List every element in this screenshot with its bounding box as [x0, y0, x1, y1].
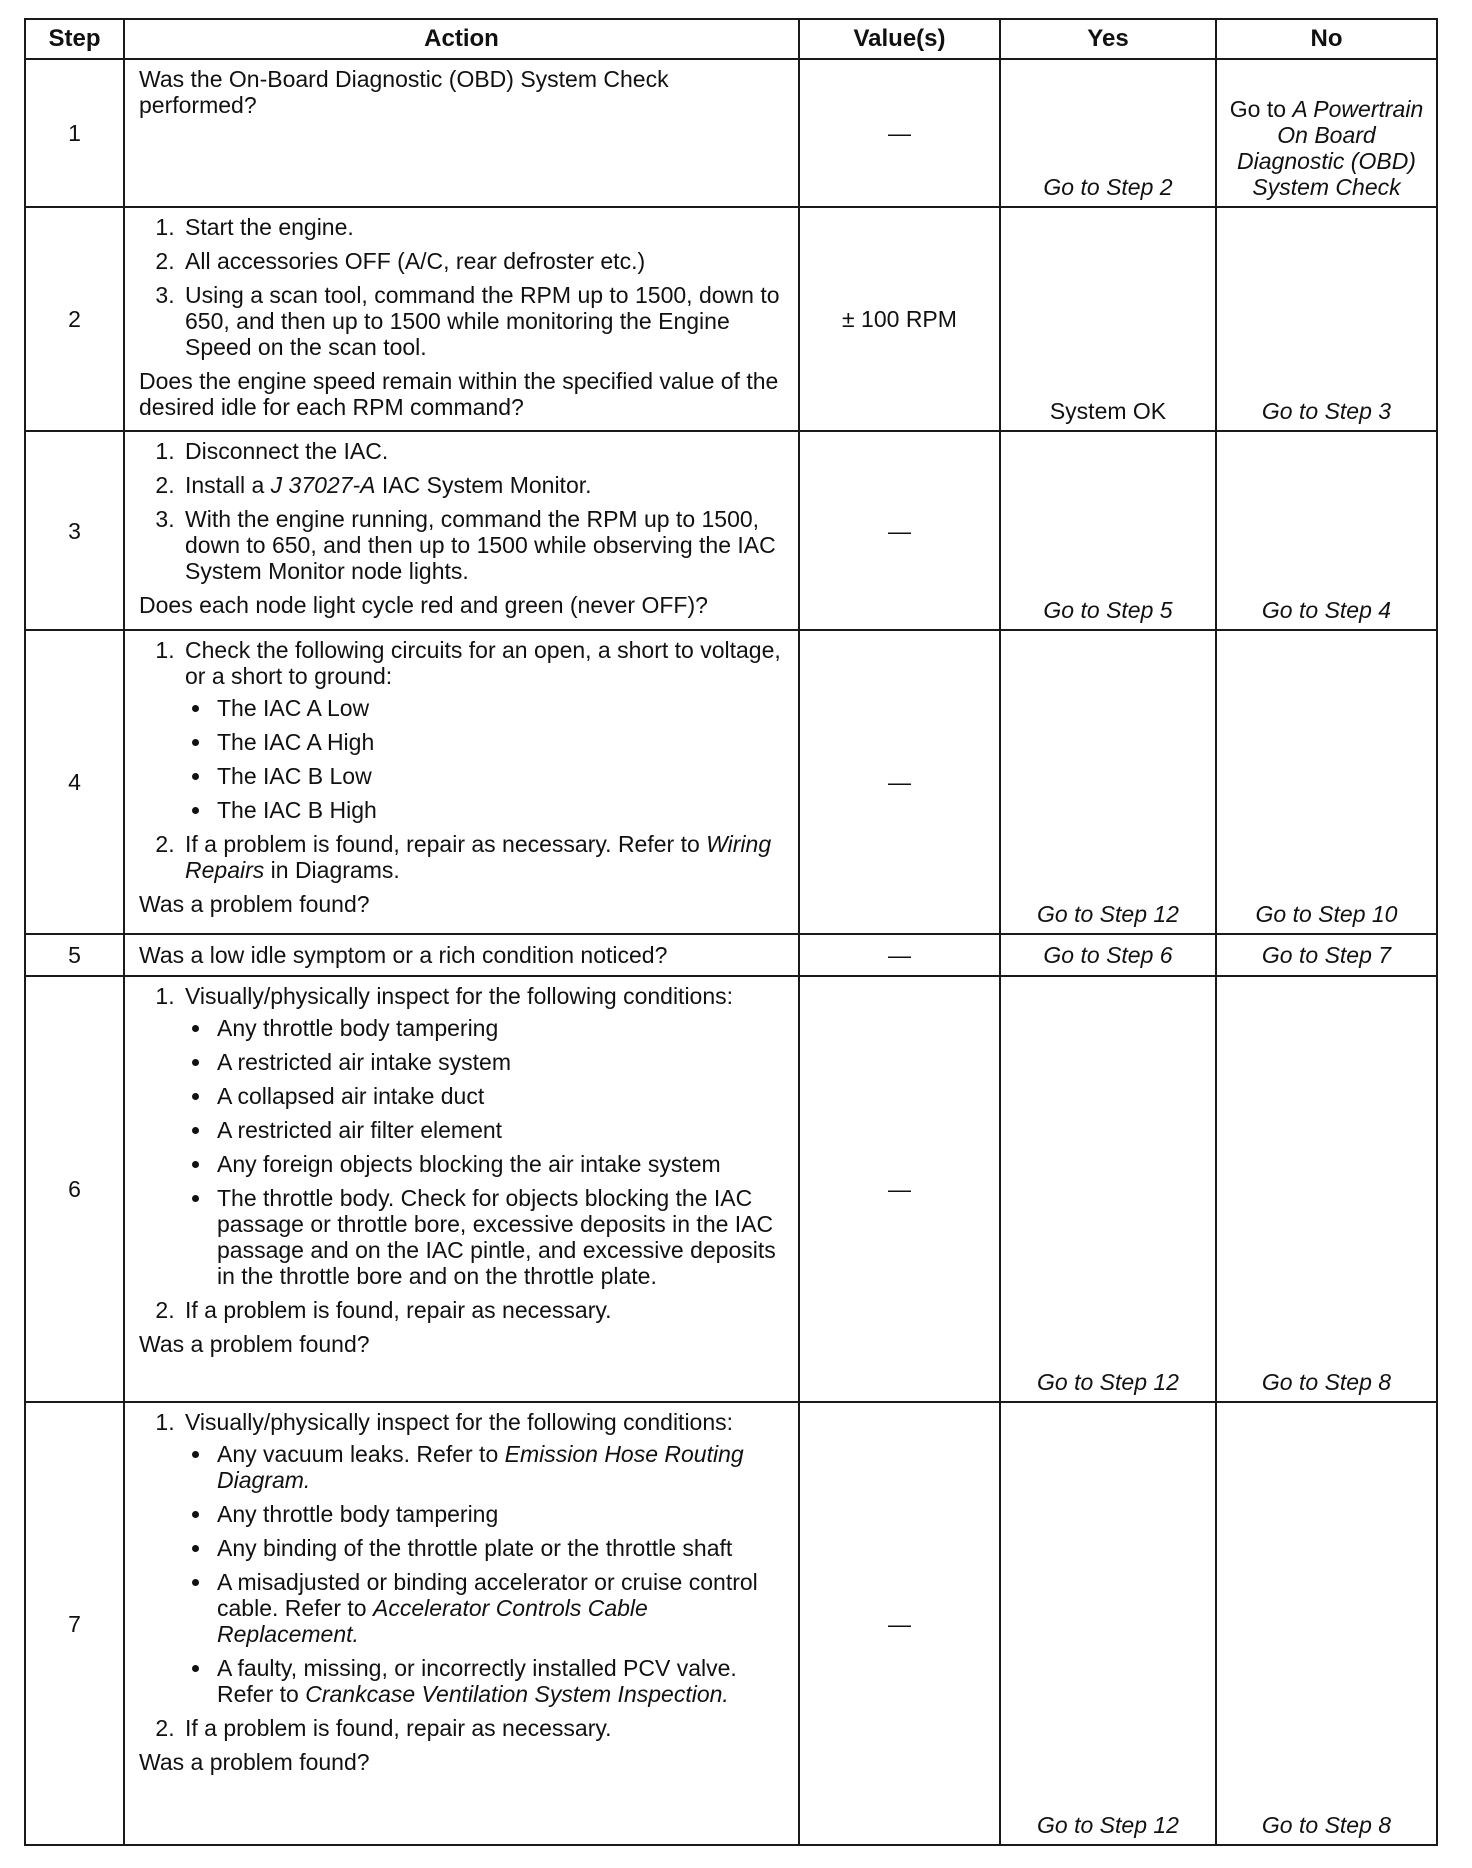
action-steps	[139, 438, 790, 584]
no-cell: Go to Step 8	[1216, 1402, 1437, 1845]
header-values: Value(s)	[799, 19, 1000, 59]
bullet-item: • A collapsed air intake duct	[213, 1083, 790, 1109]
value-cell: —	[799, 1402, 1000, 1845]
action-cell	[124, 59, 799, 207]
text-span: Any vacuum leaks. Refer to	[217, 1441, 499, 1467]
bullet-item: • A restricted air filter element	[213, 1117, 790, 1143]
no-reference: A Powertrain On Board Diagnostic (OBD) System Check	[1237, 96, 1424, 200]
question-text: Was a problem found?	[139, 891, 370, 917]
action-step: 2. All accessories OFF (A/C, rear defroster etc.)	[181, 248, 790, 274]
no-cell: Go to Step 7	[1216, 934, 1437, 976]
no-cell: Go to Step 3	[1216, 207, 1437, 431]
text-span: If a problem is found, repair as necessary. Refer to	[185, 831, 700, 857]
value-cell: —	[799, 976, 1000, 1402]
step-number: 5	[25, 934, 124, 976]
diagnostic-table-document	[24, 18, 1436, 1846]
step-number: 4	[25, 630, 124, 934]
yes-cell: Go to Step 12	[1000, 976, 1216, 1402]
step-row-5	[25, 934, 1437, 976]
action-step	[181, 983, 790, 1289]
bullet-list	[185, 695, 790, 823]
text-span: A misadjusted or binding accelerator or cruise control cable. Refer to	[217, 1569, 758, 1621]
header-action: Action	[124, 19, 799, 59]
step-number: 2	[25, 207, 124, 431]
yes-cell: Go to Step 6	[1000, 934, 1216, 976]
step-row-6	[25, 976, 1437, 1402]
step-number: 7	[25, 1402, 124, 1845]
header-step: Step	[25, 19, 124, 59]
no-cell: Go to Step 8	[1216, 976, 1437, 1402]
bullet-item: • Any foreign objects blocking the air intake system	[213, 1151, 790, 1177]
bullet-item	[213, 1655, 790, 1707]
step-row-2	[25, 207, 1437, 431]
text-span: Install a	[185, 472, 265, 498]
doc-reference: Emission Hose Routing Diagram.	[217, 1441, 744, 1493]
action-step: 3. Using a scan tool, command the RPM up to 1500, down to 650, and then up to 1500 while monitoring the Engine Speed on the scan tool.	[181, 282, 790, 360]
text-span: IAC System Monitor.	[381, 472, 592, 498]
question-text: Does the engine speed remain within the specified value of the desired idle for each RPM command?	[139, 368, 779, 420]
value-cell: ± 100 RPM	[799, 207, 1000, 431]
yes-cell: Go to Step 12	[1000, 1402, 1216, 1845]
action-steps	[139, 214, 790, 360]
value-cell: —	[799, 934, 1000, 976]
bullet-item: • The IAC A High	[213, 729, 790, 755]
text-span: A faulty, missing, or incorrectly installed PCV valve. Refer to	[217, 1655, 737, 1707]
yes-cell: Go to Step 2	[1000, 59, 1216, 207]
yes-cell: Go to Step 5	[1000, 431, 1216, 630]
step-number: 1	[25, 59, 124, 207]
action-cell	[124, 431, 799, 630]
bullet-item: • The IAC B High	[213, 797, 790, 823]
bullet-item: • Any throttle body tampering	[213, 1501, 790, 1527]
no-cell	[1216, 59, 1437, 207]
action-step	[181, 1409, 790, 1707]
tool-reference: J 37027-A	[270, 472, 376, 498]
bullet-item: • The IAC A Low	[213, 695, 790, 721]
action-cell	[124, 934, 799, 976]
action-step: 1. Start the engine.	[181, 214, 790, 240]
action-cell	[124, 207, 799, 431]
bullet-list	[185, 1441, 790, 1707]
action-cell	[124, 976, 799, 1402]
bullet-item: • The IAC B Low	[213, 763, 790, 789]
yes-cell: Go to Step 12	[1000, 630, 1216, 934]
header-row	[25, 19, 1437, 59]
doc-reference: Crankcase Ventilation System Inspection.	[305, 1681, 729, 1707]
step-row-4	[25, 630, 1437, 934]
value-cell: —	[799, 431, 1000, 630]
value-cell: —	[799, 59, 1000, 207]
step-number: 6	[25, 976, 124, 1402]
no-prefix: Go to	[1229, 96, 1287, 122]
bullet-item	[213, 1441, 790, 1493]
action-step	[181, 472, 790, 498]
text-span: Check the following circuits for an open, a short to voltage, or a short to ground:	[185, 637, 781, 689]
step-number: 3	[25, 431, 124, 630]
question-text: Was the On-Board Diagnostic (OBD) System Check performed?	[139, 66, 669, 118]
yes-cell: System OK	[1000, 207, 1216, 431]
question-text: Was a problem found?	[139, 1749, 370, 1775]
question-text: Was a low idle symptom or a rich condition noticed?	[139, 942, 668, 968]
bullet-item: • Any throttle body tampering	[213, 1015, 790, 1041]
action-step: 2. If a problem is found, repair as necessary.	[181, 1297, 790, 1323]
action-step: 2. If a problem is found, repair as necessary.	[181, 1715, 790, 1741]
action-step: 3. With the engine running, command the RPM up to 1500, down to 650, and then up to 1500 while observing the IAC System Monitor node lights.	[181, 506, 790, 584]
no-cell: Go to Step 4	[1216, 431, 1437, 630]
step-row-3	[25, 431, 1437, 630]
question-text: Was a problem found?	[139, 1331, 370, 1357]
doc-reference: Wiring Repairs	[185, 831, 772, 883]
action-steps	[139, 983, 790, 1323]
bullet-item	[213, 1569, 790, 1647]
bullet-item: • A restricted air intake system	[213, 1049, 790, 1075]
header-no: No	[1216, 19, 1437, 59]
step-row-7	[25, 1402, 1437, 1845]
action-cell	[124, 630, 799, 934]
text-span: in Diagrams.	[270, 857, 400, 883]
question-text: Does each node light cycle red and green (never OFF)?	[139, 592, 708, 618]
action-cell	[124, 1402, 799, 1845]
action-steps	[139, 637, 790, 883]
text-span: Visually/physically inspect for the following conditions:	[185, 1409, 734, 1435]
text-span: Visually/physically inspect for the following conditions:	[185, 983, 734, 1009]
doc-reference: Accelerator Controls Cable Replacement.	[217, 1595, 648, 1647]
bullet-item: • The throttle body. Check for objects blocking the IAC passage or throttle bore, excessive deposits in the IAC passage and on the IAC pintle, and excessive deposits in the throttle bore and on the throttle plate.	[213, 1185, 790, 1289]
action-step: 1. Disconnect the IAC.	[181, 438, 790, 464]
value-cell: —	[799, 630, 1000, 934]
action-step	[181, 637, 790, 823]
diagnostic-table	[24, 18, 1438, 1846]
bullet-item: • Any binding of the throttle plate or the throttle shaft	[213, 1535, 790, 1561]
action-step	[181, 831, 790, 883]
no-cell: Go to Step 10	[1216, 630, 1437, 934]
step-row-1	[25, 59, 1437, 207]
bullet-list	[185, 1015, 790, 1289]
action-steps	[139, 1409, 790, 1741]
header-yes: Yes	[1000, 19, 1216, 59]
